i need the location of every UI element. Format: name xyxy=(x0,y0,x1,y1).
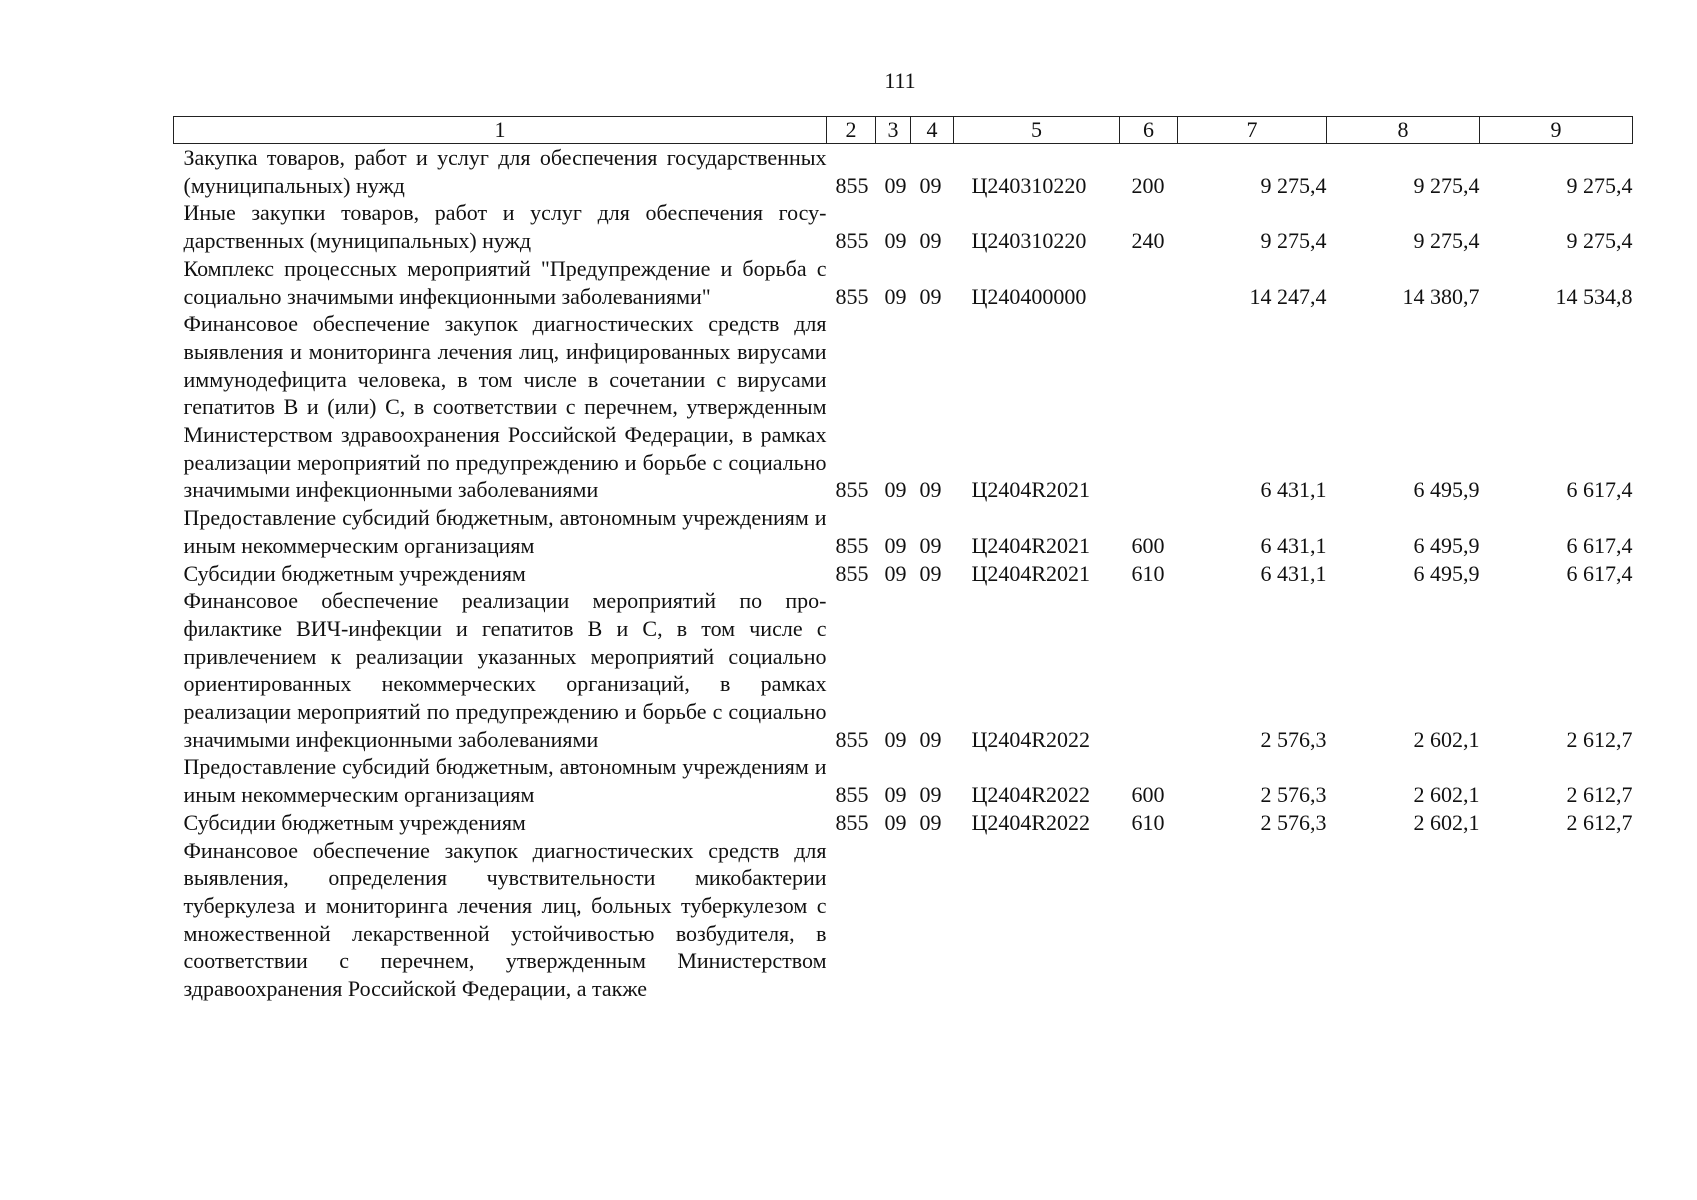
row-grbs-code: 855 xyxy=(835,532,869,558)
row-name: Финансовое обеспечение закупок диагностических средств для выявления и мониторинга лечения лиц, инфицированных вирусами иммунодефицита человека, в том числе в сочетании с вирусами гепатитов B и (или) C, в соответствии с перечнем, утвержденным Министерством здравоохранения Российской Федерации, в рамках реализации мероприятий по предупреждению и борьбе с социально значимыми инфекционными заболеваниями xyxy=(183,311,827,503)
row-target-article-code xyxy=(954,837,1120,1003)
row-subsection-code: 09 xyxy=(919,477,942,503)
row-target-article-code: Ц240310220 xyxy=(971,172,1087,198)
row-expense-type-code: 240 xyxy=(1131,228,1165,254)
row-amount-year-1: 6 431,1 xyxy=(1260,560,1327,586)
row-name: Комплекс процессных мероприятий "Предупреждение и борьба с социально значимыми инфекционными заболеваниями" xyxy=(183,255,827,309)
row-target-article-code: Ц2404R2021 xyxy=(971,560,1091,586)
table-row xyxy=(174,837,1633,1003)
row-amount-year-3: 9 275,4 xyxy=(1566,172,1633,198)
table-row xyxy=(174,310,1633,504)
row-amount-year-3: 6 617,4 xyxy=(1566,560,1633,586)
row-name: Финансовое обеспечение реализации мероприятий по профилактике ВИЧ-инфекции и гепатитов B и C, в том числе с привлечением к реализации указанных мероприятий социально ориентированных некоммерческих организаций, в рамках реализации мероприятий по предупреждению и борьбе с социально значимыми инфекционными заболеваниями xyxy=(183,588,827,752)
row-expense-type-code: 600 xyxy=(1131,532,1165,558)
row-target-article-code: Ц2404R2021 xyxy=(971,532,1091,558)
row-amount-year-2: 2 602,1 xyxy=(1413,809,1480,835)
row-grbs-code: 855 xyxy=(835,782,869,808)
row-section-code: 09 xyxy=(884,477,907,503)
table-row xyxy=(174,809,1633,837)
header-col-5: 5 xyxy=(954,117,1120,144)
row-target-article-code: Ц2404R2022 xyxy=(971,726,1091,752)
row-amount-year-3: 9 275,4 xyxy=(1566,228,1633,254)
row-name: Субсидии бюджетным учреждениям xyxy=(183,560,526,586)
table-row xyxy=(174,199,1633,254)
row-amount-year-2: 14 380,7 xyxy=(1402,283,1480,309)
row-amount-year-3 xyxy=(1480,837,1633,1003)
row-amount-year-2 xyxy=(1327,837,1480,1003)
row-section-code: 09 xyxy=(884,283,907,309)
row-amount-year-2: 9 275,4 xyxy=(1413,228,1480,254)
row-expense-type-code: 610 xyxy=(1131,560,1165,586)
row-amount-year-2: 2 602,1 xyxy=(1413,782,1480,808)
row-section-code: 09 xyxy=(884,560,907,586)
row-subsection-code: 09 xyxy=(919,560,942,586)
table-body xyxy=(174,144,1633,1003)
row-section-code: 09 xyxy=(884,726,907,752)
row-grbs-code: 855 xyxy=(835,172,869,198)
header-col-8: 8 xyxy=(1327,117,1480,144)
row-section-code xyxy=(876,837,911,1003)
row-amount-year-2: 9 275,4 xyxy=(1413,172,1480,198)
table-row xyxy=(174,504,1633,559)
budget-table xyxy=(173,116,1633,1003)
row-amount-year-1: 9 275,4 xyxy=(1260,172,1327,198)
row-grbs-code: 855 xyxy=(835,283,869,309)
header-col-1: 1 xyxy=(174,117,827,144)
row-grbs-code: 855 xyxy=(835,477,869,503)
page-number: 111 xyxy=(884,68,916,93)
row-subsection-code: 09 xyxy=(919,782,942,808)
row-target-article-code: Ц2404R2022 xyxy=(971,782,1091,808)
row-grbs-code xyxy=(827,837,876,1003)
header-col-2: 2 xyxy=(827,117,876,144)
row-grbs-code: 855 xyxy=(835,809,869,835)
row-name: Иные закупки товаров, работ и услуг для обеспечения государственных (муниципальных) нужд xyxy=(183,200,827,254)
row-amount-year-3: 2 612,7 xyxy=(1566,809,1633,835)
header-col-3: 3 xyxy=(876,117,911,144)
column-number-header xyxy=(174,117,1633,144)
row-expense-type-code xyxy=(1120,587,1178,753)
row-amount-year-1: 6 431,1 xyxy=(1260,532,1327,558)
header-col-4: 4 xyxy=(911,117,954,144)
row-amount-year-1: 14 247,4 xyxy=(1249,283,1327,309)
row-expense-type-code xyxy=(1120,310,1178,504)
row-target-article-code: Ц240310220 xyxy=(971,228,1087,254)
row-amount-year-1: 6 431,1 xyxy=(1260,477,1327,503)
row-amount-year-3: 14 534,8 xyxy=(1555,283,1633,309)
row-section-code: 09 xyxy=(884,809,907,835)
row-target-article-code: Ц2404R2022 xyxy=(971,809,1091,835)
row-expense-type-code: 610 xyxy=(1131,809,1165,835)
row-target-article-code: Ц240400000 xyxy=(971,283,1087,309)
row-section-code: 09 xyxy=(884,228,907,254)
row-subsection-code: 09 xyxy=(919,228,942,254)
row-amount-year-3: 2 612,7 xyxy=(1566,726,1633,752)
table-row xyxy=(174,753,1633,808)
header-col-7: 7 xyxy=(1178,117,1327,144)
row-amount-year-1: 2 576,3 xyxy=(1260,782,1327,808)
row-expense-type-code: 200 xyxy=(1131,172,1165,198)
row-subsection-code: 09 xyxy=(919,532,942,558)
row-target-article-code: Ц2404R2021 xyxy=(971,477,1091,503)
row-amount-year-3: 6 617,4 xyxy=(1566,532,1633,558)
row-amount-year-3: 6 617,4 xyxy=(1566,477,1633,503)
row-amount-year-1: 2 576,3 xyxy=(1260,726,1327,752)
row-expense-type-code: 600 xyxy=(1131,782,1165,808)
row-amount-year-2: 6 495,9 xyxy=(1413,477,1480,503)
row-name: Закупка товаров, работ и услуг для обеспечения государственных (муниципальных) нужд xyxy=(183,145,827,198)
row-subsection-code xyxy=(911,837,954,1003)
table-row xyxy=(174,144,1633,200)
row-amount-year-2: 6 495,9 xyxy=(1413,560,1480,586)
row-amount-year-2: 6 495,9 xyxy=(1413,532,1480,558)
row-subsection-code: 09 xyxy=(919,172,942,198)
row-amount-year-3: 2 612,7 xyxy=(1566,782,1633,808)
header-col-9: 9 xyxy=(1480,117,1633,144)
row-subsection-code: 09 xyxy=(919,809,942,835)
row-section-code: 09 xyxy=(884,172,907,198)
row-amount-year-1 xyxy=(1178,837,1327,1003)
row-amount-year-1: 2 576,3 xyxy=(1260,809,1327,835)
row-section-code: 09 xyxy=(884,532,907,558)
row-amount-year-2: 2 602,1 xyxy=(1413,726,1480,752)
row-subsection-code: 09 xyxy=(919,726,942,752)
row-grbs-code: 855 xyxy=(835,228,869,254)
row-name: Предоставление субсидий бюджетным, автономным учреждениям и иным некоммерческим организациям xyxy=(183,505,827,558)
header-col-6: 6 xyxy=(1120,117,1178,144)
row-name: Финансовое обеспечение закупок диагностических средств для выявления, определения чувствительности микобактерии туберкулеза и мониторинга лечения лиц, больных туберкулезом с множественной лекарственной устойчивостью возбудителя, в соответствии с перечнем, утвержденным Министерством здравоохранения Российской Федерации, а также xyxy=(183,837,827,1002)
table-row xyxy=(174,255,1633,310)
row-amount-year-1: 9 275,4 xyxy=(1260,228,1327,254)
row-expense-type-code xyxy=(1120,837,1178,1003)
row-grbs-code: 855 xyxy=(835,726,869,752)
table-row xyxy=(174,560,1633,588)
row-grbs-code: 855 xyxy=(835,560,869,586)
row-name: Предоставление субсидий бюджетным, автономным учреждениям и иным некоммерческим организациям xyxy=(183,754,827,808)
table-row xyxy=(174,587,1633,753)
row-name: Субсидии бюджетным учреждениям xyxy=(183,809,526,835)
row-subsection-code: 09 xyxy=(919,283,942,309)
row-expense-type-code xyxy=(1120,255,1178,310)
row-section-code: 09 xyxy=(884,782,907,808)
